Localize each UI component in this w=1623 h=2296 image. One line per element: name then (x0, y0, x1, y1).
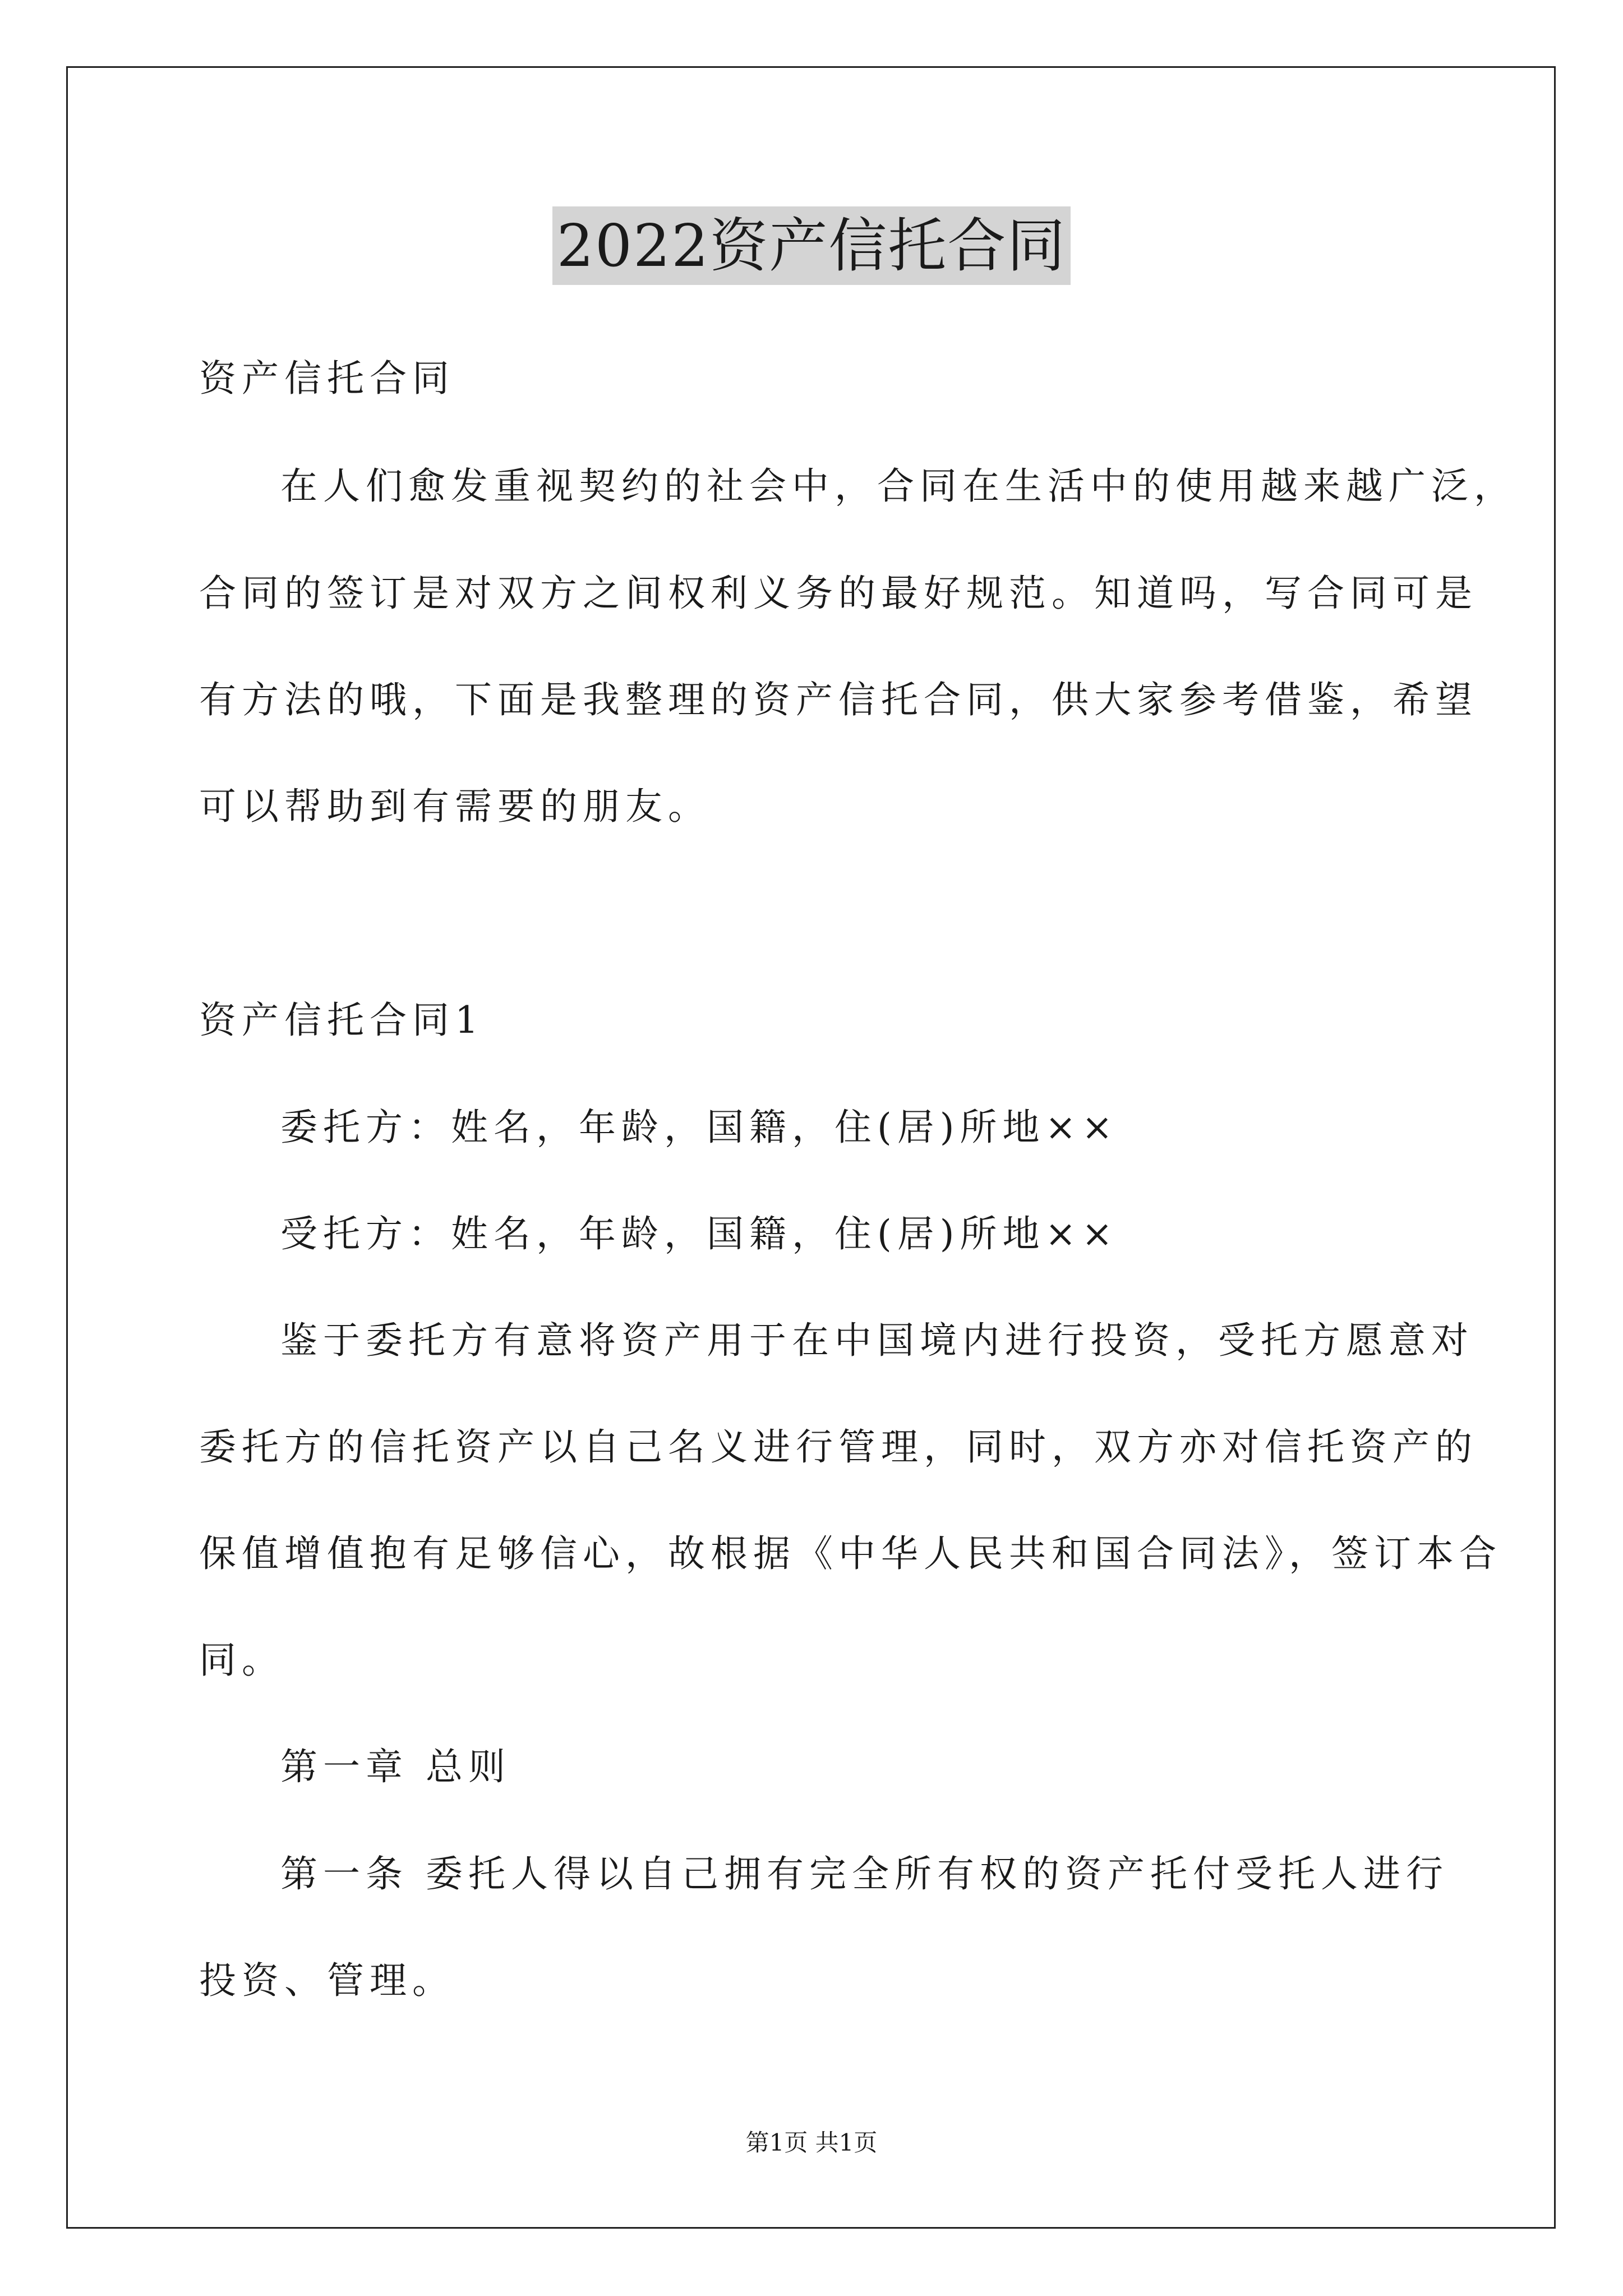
whereas-line-1: 鉴于委托方有意将资产用于在中国境内进行投资，受托方愿意对 (280, 1319, 1474, 1362)
document-title: 2022资产信托合同 (552, 206, 1071, 285)
article-line-1: 第一条 委托人得以自己拥有完全所有权的资产托付受托人进行 (280, 1852, 1449, 1895)
party-b: 受托方：姓名，年龄，国籍，住(居)所地×× (280, 1212, 1119, 1255)
page-number: 第1页 共1页 (745, 2129, 878, 2156)
intro-line-4: 可以帮助到有需要的朋友。 (199, 785, 711, 828)
intro-heading: 资产信托合同 (199, 357, 455, 400)
party-a: 委托方：姓名，年龄，国籍，住(居)所地×× (280, 1106, 1119, 1149)
intro-line-2: 合同的签订是对双方之间权利义务的最好规范。知道吗，写合同可是 (199, 572, 1478, 615)
section-heading: 资产信托合同1 (199, 999, 484, 1042)
whereas-line-4: 同。 (199, 1639, 284, 1682)
intro-line-1: 在人们愈发重视契约的社会中，合同在生活中的使用越来越广泛， (280, 464, 1516, 508)
intro-line-3: 有方法的哦，下面是我整理的资产信托合同，供大家参考借鉴，希望 (199, 678, 1478, 721)
whereas-line-3: 保值增值抱有足够信心，故根据《中华人民共和国合同法》，签订本合 (199, 1532, 1502, 1575)
chapter-heading: 第一章 总则 (280, 1745, 511, 1788)
title-container (0, 206, 1623, 285)
article-line-2: 投资、管理。 (199, 1959, 455, 2002)
whereas-line-2: 委托方的信托资产以自己名义进行管理，同时，双方亦对信托资产的 (199, 1425, 1478, 1469)
